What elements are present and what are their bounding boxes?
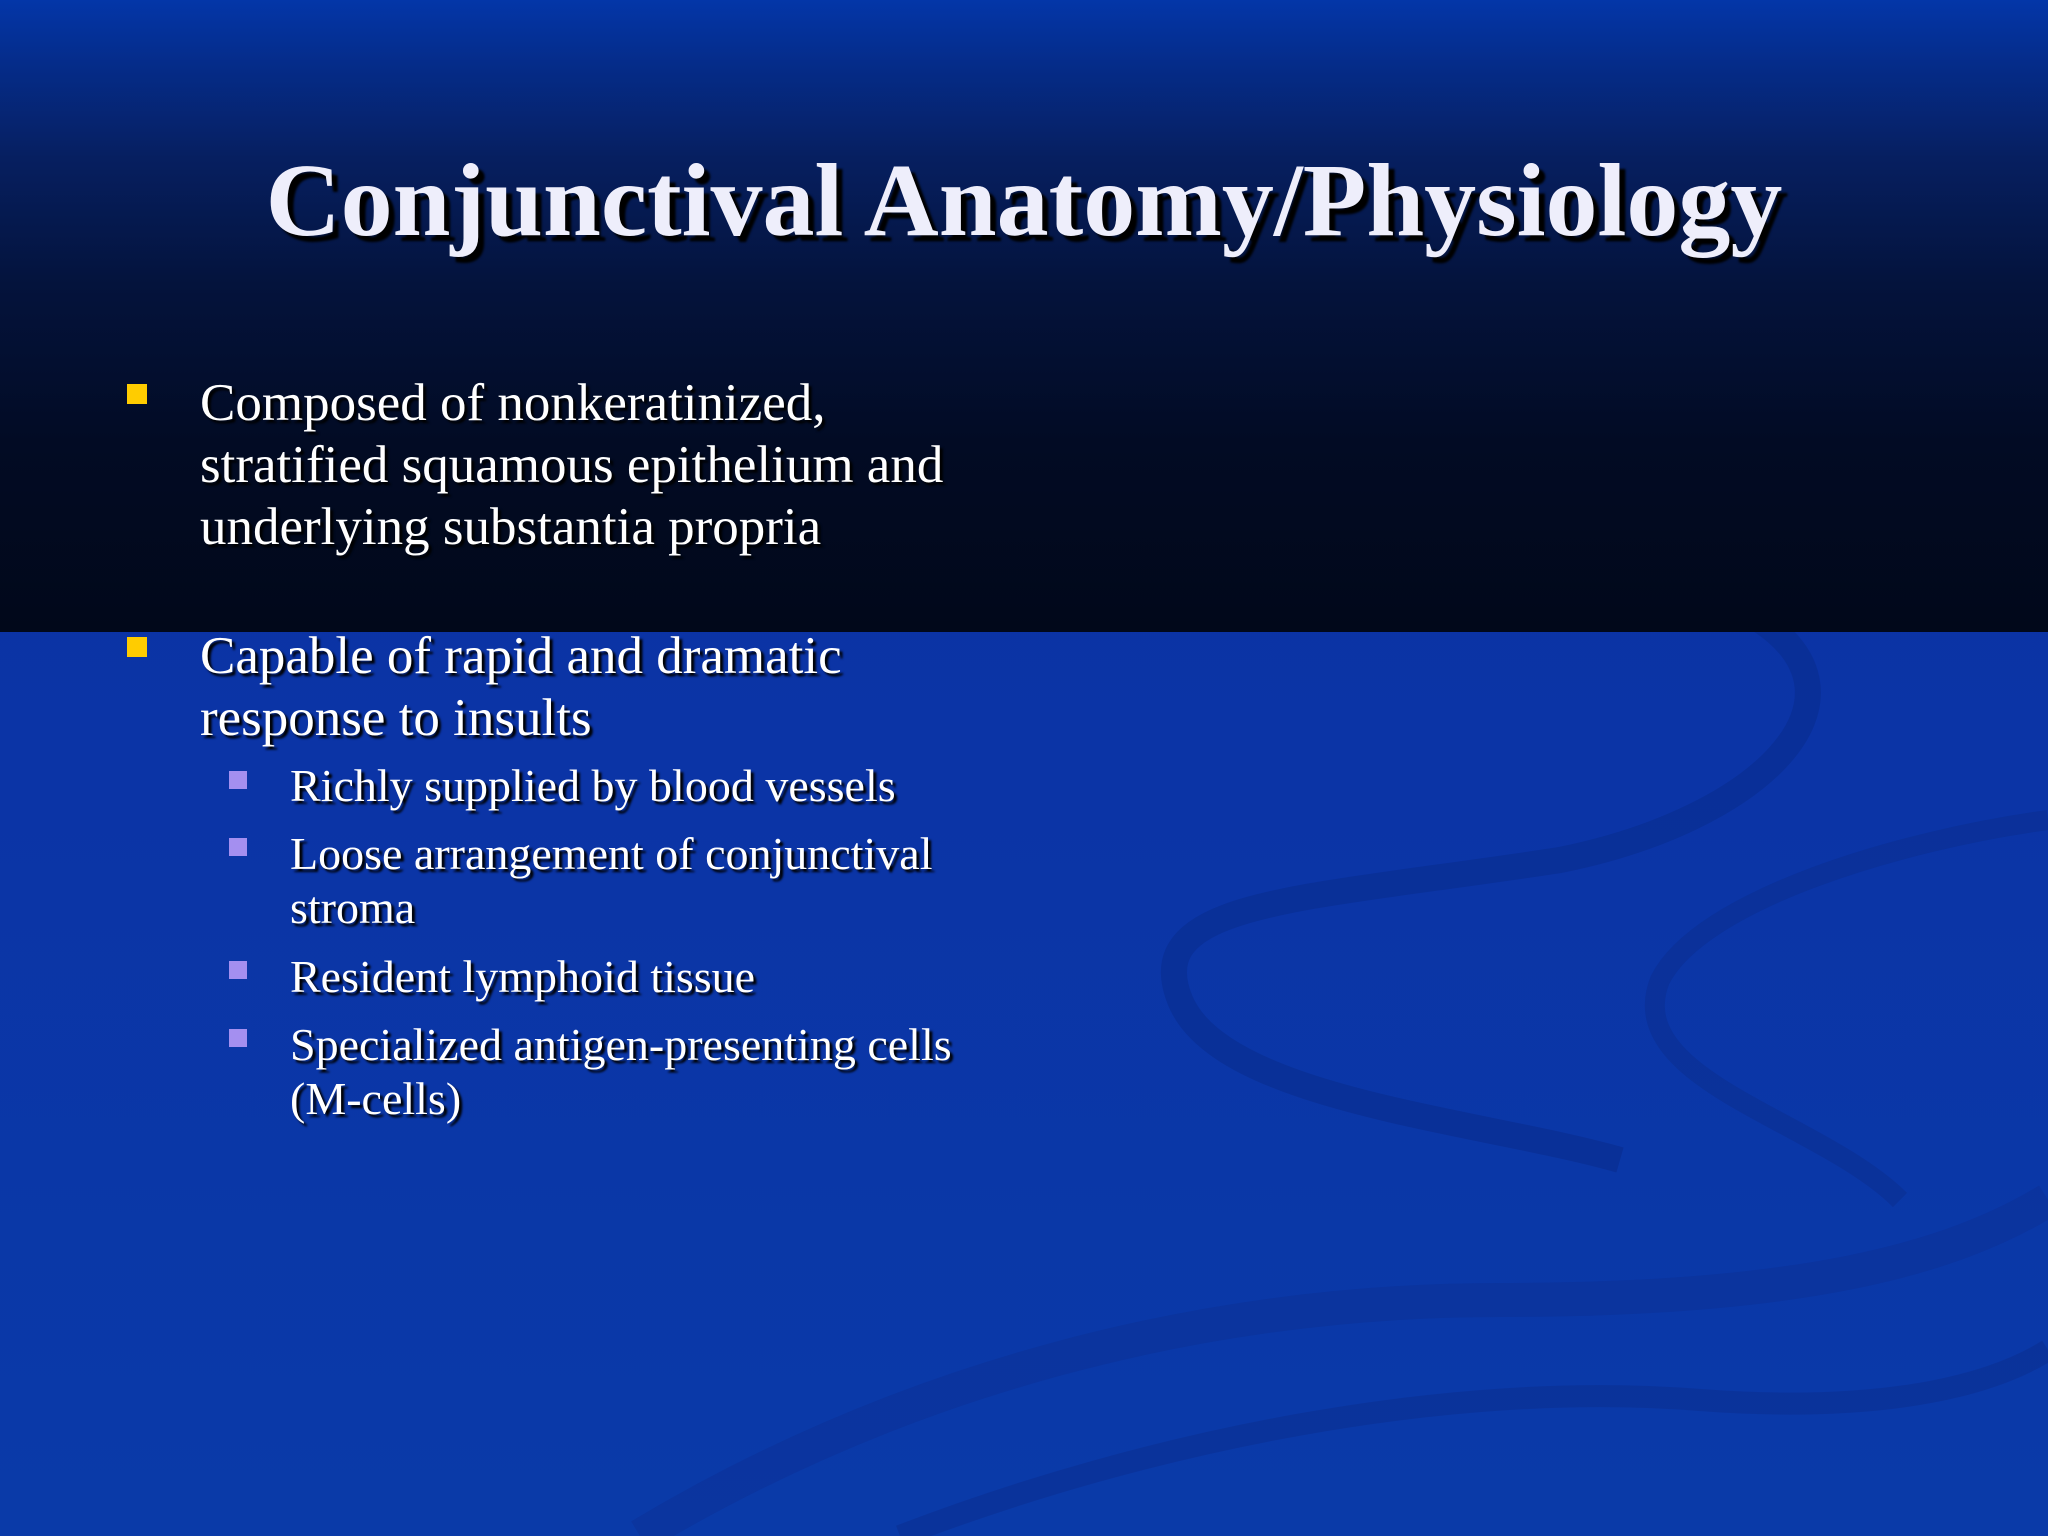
sub-bullet-text: Resident lymphoid tissue — [290, 951, 756, 1002]
bullet-text: Capable of rapid and dramatic response to insults — [200, 627, 842, 747]
square-bullet-icon — [127, 637, 147, 657]
slide-title: Conjunctival Anatomy/Physiology — [265, 143, 1783, 258]
square-bullet-icon — [127, 384, 147, 404]
square-sub-bullet-icon — [229, 961, 247, 979]
square-sub-bullet-icon — [229, 771, 247, 789]
square-sub-bullet-icon — [229, 838, 247, 856]
sub-bullet-text: Loose arrangement of conjunctival stroma — [290, 828, 933, 933]
sub-bullet-text: Specialized antigen-presenting cells (M-cells) — [290, 1019, 952, 1124]
bullet-text: Composed of nonkeratinized, stratified squamous epithelium and underlying substantia propria — [200, 374, 944, 556]
sub-bullet-text: Richly supplied by blood vessels — [290, 760, 896, 811]
square-sub-bullet-icon — [229, 1029, 247, 1047]
